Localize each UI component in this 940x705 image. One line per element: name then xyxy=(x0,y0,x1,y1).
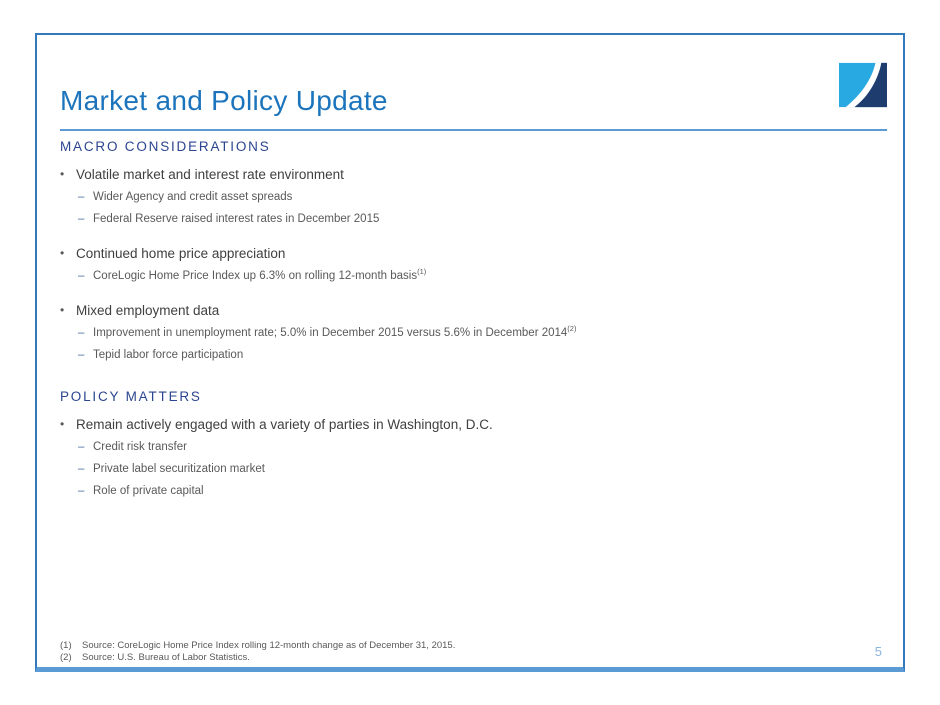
slide xyxy=(35,33,905,672)
title-divider xyxy=(60,129,887,131)
sub-bullet-item xyxy=(60,440,887,455)
sub-bullet-text: Wider Agency and credit asset spreads xyxy=(93,191,293,203)
footnotes xyxy=(60,640,455,663)
section-heading: POLICY MATTERS xyxy=(60,389,202,404)
company-logo-icon xyxy=(839,62,887,108)
sub-bullet-item xyxy=(60,190,887,205)
footnote-text: Source: U.S. Bureau of Labor Statistics. xyxy=(82,651,250,663)
bullet-item xyxy=(60,416,887,433)
footnote-reference: (1) xyxy=(417,267,427,277)
footnote-row xyxy=(60,640,455,652)
footnote-text: Source: CoreLogic Home Price Index rolling 12-month change as of December 31, 2015. xyxy=(82,640,456,651)
bullet-dot-icon: • xyxy=(60,417,65,431)
slide-body xyxy=(60,139,887,517)
sub-bullet-item xyxy=(60,326,887,341)
bullet-text: Mixed employment data xyxy=(76,303,220,318)
sub-bullet-item xyxy=(60,269,887,284)
dash-icon: – xyxy=(78,191,85,203)
dash-icon: – xyxy=(78,441,85,453)
sub-bullet-item xyxy=(60,348,887,363)
dash-icon: – xyxy=(78,485,85,497)
bullet-item xyxy=(60,245,887,262)
bullet-dot-icon: • xyxy=(60,303,65,317)
bullet-text: Remain actively engaged with a variety of parties in Washington, D.C. xyxy=(76,417,493,432)
footnote-marker: (2) xyxy=(60,651,72,663)
bullet-text: Volatile market and interest rate environment xyxy=(76,167,344,182)
footnote-row xyxy=(60,652,455,664)
dash-icon: – xyxy=(78,270,85,282)
bullet-item xyxy=(60,302,887,319)
bullet-group xyxy=(60,245,887,284)
sub-bullet-item xyxy=(60,484,887,499)
bullet-text: Continued home price appreciation xyxy=(76,246,286,261)
sub-bullet-text: CoreLogic Home Price Index up 6.3% on rolling 12-month basis$^{(1)}$ xyxy=(93,267,427,282)
bullet-group xyxy=(60,166,887,227)
sub-bullet-item xyxy=(60,462,887,477)
sub-bullet-text: Credit risk transfer xyxy=(93,441,187,453)
sub-bullet-text: Tepid labor force participation xyxy=(93,349,244,361)
sub-bullet-text: Private label securitization market xyxy=(93,463,265,475)
footnote-marker: (1) xyxy=(60,640,72,651)
sub-bullet-text: Role of private capital xyxy=(93,485,204,497)
sub-bullet-text: Improvement in unemployment rate; 5.0% in December 2015 versus 5.6% in December 2014$^{(2)}$ xyxy=(93,324,577,339)
bullet-item xyxy=(60,166,887,183)
bullet-dot-icon: • xyxy=(60,167,65,181)
section-heading: MACRO CONSIDERATIONS xyxy=(60,139,271,154)
dash-icon: – xyxy=(78,213,85,225)
dash-icon: – xyxy=(78,349,85,361)
sub-bullet-text: Federal Reserve raised interest rates in December 2015 xyxy=(93,213,380,225)
bullet-group xyxy=(60,302,887,363)
page-number: 5 xyxy=(874,644,882,659)
bullet-group xyxy=(60,416,887,499)
footnote-reference: (2) xyxy=(567,324,577,334)
dash-icon: – xyxy=(78,463,85,475)
slide-title: Market and Policy Update xyxy=(60,85,388,116)
bullet-dot-icon: • xyxy=(60,246,65,260)
dash-icon: – xyxy=(78,327,85,339)
sub-bullet-item xyxy=(60,212,887,227)
